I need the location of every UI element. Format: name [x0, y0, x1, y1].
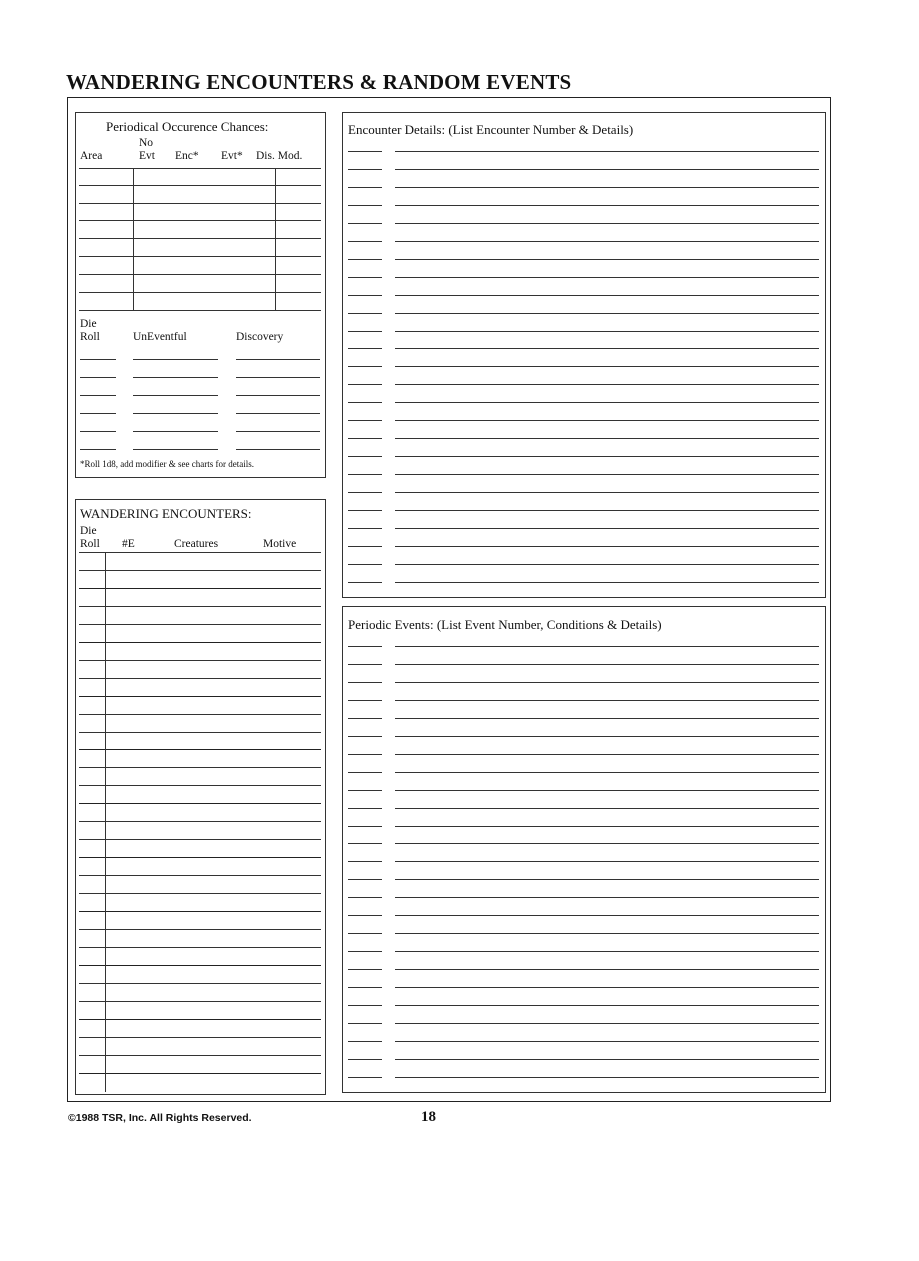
grid-divider: [133, 168, 134, 310]
number-rule: [348, 151, 382, 152]
details-rule: [395, 826, 819, 827]
uneventful-rule: [133, 359, 218, 360]
col-evt-star-label: Evt*: [221, 150, 243, 162]
motive-label: Motive: [263, 538, 297, 550]
details-rule: [395, 1077, 819, 1078]
number-rule: [348, 348, 382, 349]
details-rule: [395, 700, 819, 701]
number-rule: [348, 384, 382, 385]
encounter-row-rule: [79, 803, 321, 804]
encounter-row-rule: [79, 696, 321, 697]
uneventful-rule: [133, 431, 218, 432]
number-rule: [348, 205, 382, 206]
number-rule: [348, 1059, 382, 1060]
encounter-row-rule: [79, 624, 321, 625]
copyright-notice: ©1988 TSR, Inc. All Rights Reserved.: [68, 1112, 252, 1124]
number-rule: [348, 510, 382, 511]
details-rule: [395, 510, 819, 511]
discovery-rule: [236, 377, 320, 378]
number-rule: [348, 915, 382, 916]
details-rule: [395, 682, 819, 683]
details-rule: [395, 528, 819, 529]
periodic-events-box: [342, 606, 826, 1093]
number-rule: [348, 313, 382, 314]
details-rule: [395, 1023, 819, 1024]
details-rule: [395, 402, 819, 403]
details-rule: [395, 205, 819, 206]
details-rule: [395, 1005, 819, 1006]
number-rule: [348, 646, 382, 647]
grid-rule: [79, 220, 321, 221]
number-rule: [348, 438, 382, 439]
number-rule: [348, 528, 382, 529]
details-rule: [395, 313, 819, 314]
details-rule: [395, 492, 819, 493]
number-rule: [348, 700, 382, 701]
discovery-rule: [236, 449, 320, 450]
details-rule: [395, 808, 819, 809]
details-rule: [395, 933, 819, 934]
encounter-row-rule: [79, 732, 321, 733]
number-rule: [348, 951, 382, 952]
number-rule: [348, 718, 382, 719]
uneventful-label: UnEventful: [133, 331, 187, 343]
number-rule: [348, 664, 382, 665]
encounter-row-rule: [79, 588, 321, 589]
number-rule: [348, 790, 382, 791]
number-rule: [348, 987, 382, 988]
encounter-row-rule: [79, 767, 321, 768]
number-rule: [348, 474, 382, 475]
encounter-details-box: [342, 112, 826, 598]
encounter-row-rule: [79, 983, 321, 984]
encounter-row-rule: [79, 929, 321, 930]
roll-rule: [80, 431, 116, 432]
details-rule: [395, 564, 819, 565]
number-rule: [348, 843, 382, 844]
page-number: 18: [421, 1109, 436, 1125]
roll-rule: [80, 359, 116, 360]
details-rule: [395, 331, 819, 332]
details-rule: [395, 646, 819, 647]
uneventful-rule: [133, 395, 218, 396]
occurrence-heading: Periodical Occurence Chances:: [106, 119, 269, 134]
details-rule: [395, 169, 819, 170]
number-rule: [348, 582, 382, 583]
encounter-row-rule: [79, 606, 321, 607]
wandering-die-label: Die: [80, 525, 97, 537]
details-rule: [395, 474, 819, 475]
details-rule: [395, 718, 819, 719]
encounter-row-rule: [79, 1037, 321, 1038]
grid-rule: [79, 238, 321, 239]
details-rule: [395, 843, 819, 844]
grid-rule: [79, 203, 321, 204]
num-encountered-label: #E: [122, 538, 135, 550]
grid-rule: [79, 256, 321, 257]
encounter-row-rule: [79, 965, 321, 966]
number-rule: [348, 1023, 382, 1024]
details-rule: [395, 879, 819, 880]
encounter-row-rule: [79, 749, 321, 750]
encounter-row-rule: [79, 1001, 321, 1002]
page-title: WANDERING ENCOUNTERS & RANDOM EVENTS: [66, 70, 572, 94]
details-rule: [395, 772, 819, 773]
encounter-row-rule: [79, 552, 321, 553]
details-rule: [395, 546, 819, 547]
details-rule: [395, 187, 819, 188]
details-rule: [395, 664, 819, 665]
encounter-row-rule: [79, 570, 321, 571]
encounter-row-rule: [79, 1055, 321, 1056]
wandering-encounters-box: [75, 499, 326, 1095]
details-rule: [395, 438, 819, 439]
details-rule: [395, 241, 819, 242]
details-rule: [395, 366, 819, 367]
number-rule: [348, 969, 382, 970]
number-rule: [348, 277, 382, 278]
grid-rule: [79, 274, 321, 275]
encounter-row-rule: [79, 857, 321, 858]
roll-rule: [80, 449, 116, 450]
grid-divider: [275, 168, 276, 310]
discovery-rule: [236, 431, 320, 432]
discovery-rule: [236, 395, 320, 396]
details-rule: [395, 456, 819, 457]
details-rule: [395, 861, 819, 862]
encounter-row-rule: [79, 1019, 321, 1020]
uneventful-rule: [133, 449, 218, 450]
grid-rule: [79, 310, 321, 311]
number-rule: [348, 223, 382, 224]
number-rule: [348, 879, 382, 880]
number-rule: [348, 861, 382, 862]
details-rule: [395, 348, 819, 349]
encounter-row-rule: [79, 821, 321, 822]
col-evt-label: Evt: [139, 150, 155, 162]
encounter-row-rule: [79, 678, 321, 679]
number-rule: [348, 754, 382, 755]
grid-rule: [79, 168, 321, 169]
number-rule: [348, 772, 382, 773]
number-rule: [348, 169, 382, 170]
encounter-row-rule: [79, 911, 321, 912]
encounter-row-rule: [79, 839, 321, 840]
col-dis-mod-label: Dis. Mod.: [256, 150, 303, 162]
encounter-row-rule: [79, 642, 321, 643]
number-rule: [348, 933, 382, 934]
uneventful-rule: [133, 413, 218, 414]
details-rule: [395, 736, 819, 737]
number-rule: [348, 492, 382, 493]
number-rule: [348, 402, 382, 403]
number-rule: [348, 736, 382, 737]
encounter-row-rule: [79, 660, 321, 661]
roll-label: Roll: [80, 331, 100, 343]
die-label: Die: [80, 318, 97, 330]
uneventful-rule: [133, 377, 218, 378]
wandering-roll-label: Roll: [80, 538, 100, 550]
encounter-row-rule: [79, 875, 321, 876]
periodic-events-heading: Periodic Events: (List Event Number, Conditions & Details): [348, 617, 662, 632]
encounter-row-rule: [79, 947, 321, 948]
details-rule: [395, 295, 819, 296]
encounter-row-rule: [79, 714, 321, 715]
number-rule: [348, 826, 382, 827]
details-rule: [395, 897, 819, 898]
number-rule: [348, 331, 382, 332]
number-rule: [348, 295, 382, 296]
roll-rule: [80, 377, 116, 378]
number-rule: [348, 682, 382, 683]
col-area-label: Area: [80, 150, 103, 162]
discovery-label: Discovery: [236, 331, 284, 343]
details-rule: [395, 754, 819, 755]
details-rule: [395, 277, 819, 278]
details-rule: [395, 1059, 819, 1060]
occurrence-chances-box: [75, 112, 326, 478]
details-rule: [395, 790, 819, 791]
number-rule: [348, 1005, 382, 1006]
details-rule: [395, 951, 819, 952]
number-rule: [348, 1077, 382, 1078]
number-rule: [348, 366, 382, 367]
details-rule: [395, 1041, 819, 1042]
discovery-rule: [236, 359, 320, 360]
details-rule: [395, 384, 819, 385]
roll-column-divider: [105, 552, 106, 1092]
encounter-row-rule: [79, 1073, 321, 1074]
number-rule: [348, 187, 382, 188]
number-rule: [348, 241, 382, 242]
number-rule: [348, 564, 382, 565]
details-rule: [395, 582, 819, 583]
number-rule: [348, 808, 382, 809]
number-rule: [348, 897, 382, 898]
details-rule: [395, 259, 819, 260]
discovery-rule: [236, 413, 320, 414]
grid-rule: [79, 185, 321, 186]
encounter-details-heading: Encounter Details: (List Encounter Number & Details): [348, 122, 634, 137]
wandering-heading: WANDERING ENCOUNTERS:: [80, 506, 252, 521]
grid-rule: [79, 292, 321, 293]
number-rule: [348, 546, 382, 547]
roll-rule: [80, 413, 116, 414]
creatures-label: Creatures: [174, 538, 219, 550]
col-enc-label: Enc*: [175, 150, 199, 162]
roll-rule: [80, 395, 116, 396]
details-rule: [395, 987, 819, 988]
details-rule: [395, 420, 819, 421]
encounter-row-rule: [79, 785, 321, 786]
encounter-row-rule: [79, 893, 321, 894]
details-rule: [395, 223, 819, 224]
details-rule: [395, 151, 819, 152]
number-rule: [348, 1041, 382, 1042]
details-rule: [395, 969, 819, 970]
number-rule: [348, 420, 382, 421]
details-rule: [395, 915, 819, 916]
number-rule: [348, 259, 382, 260]
footnote: *Roll 1d8, add modifier & see charts for details.: [80, 459, 254, 469]
col-no-label: No: [139, 137, 154, 149]
number-rule: [348, 456, 382, 457]
